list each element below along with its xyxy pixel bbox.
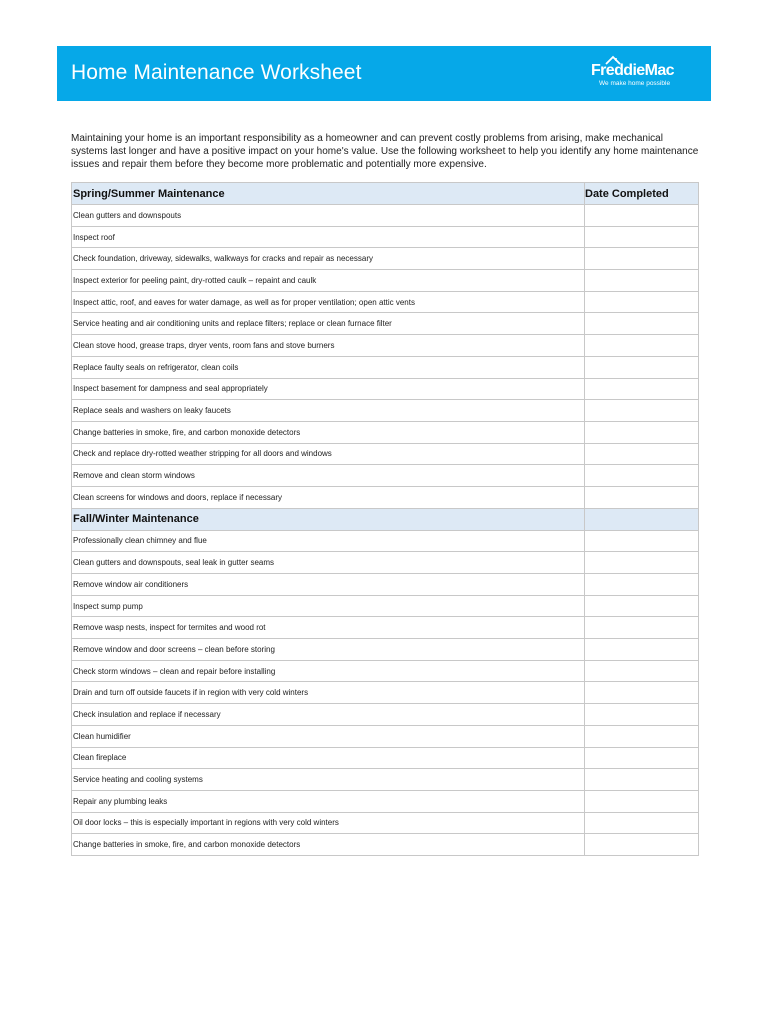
table-row [72, 595, 699, 617]
task-cell: Repair any plumbing leaks [72, 790, 585, 812]
table-row [72, 682, 699, 704]
section-title: Spring/Summer Maintenance [73, 187, 225, 200]
header-banner [57, 46, 711, 101]
date-completed-cell[interactable] [585, 574, 699, 596]
logo-tagline: We make home possible [599, 80, 671, 87]
date-completed-cell[interactable] [585, 335, 699, 357]
date-completed-cell[interactable] [585, 617, 699, 639]
table-row [72, 617, 699, 639]
table-row [72, 725, 699, 747]
date-completed-cell[interactable] [585, 313, 699, 335]
intro-paragraph: Maintaining your home is an important responsibility as a homeowner and can prevent costly problems from arising, make mechanical systems last longer and have a positive impact on your home's value. Use the following worksheet to help you identify any home maintenance issues and repair them before they become more problematic and potentially more expensive. [71, 133, 699, 170]
table-row [72, 378, 699, 400]
task-cell: Remove window air conditioners [72, 574, 585, 596]
date-completed-cell[interactable] [585, 248, 699, 270]
task-cell: Inspect exterior for peeling paint, dry-rotted caulk – repaint and caulk [72, 270, 585, 292]
task-cell: Clean gutters and downspouts, seal leak in gutter seams [72, 552, 585, 574]
date-completed-cell[interactable] [585, 725, 699, 747]
table-row [72, 574, 699, 596]
date-header-blank [585, 508, 699, 530]
date-completed-header: Date Completed [585, 183, 699, 205]
freddie-mac-logo [591, 55, 691, 93]
task-cell: Drain and turn off outside faucets if in region with very cold winters [72, 682, 585, 704]
date-completed-cell[interactable] [585, 205, 699, 227]
date-completed-cell[interactable] [585, 421, 699, 443]
table-row [72, 530, 699, 552]
table-row [72, 834, 699, 856]
task-cell: Oil door locks – this is especially important in regions with very cold winters [72, 812, 585, 834]
table-row [72, 465, 699, 487]
date-completed-cell[interactable] [585, 356, 699, 378]
table-row [72, 747, 699, 769]
table-row [72, 205, 699, 227]
section-title-cell [72, 508, 585, 530]
date-completed-cell[interactable] [585, 378, 699, 400]
date-completed-cell[interactable] [585, 834, 699, 856]
table-row [72, 639, 699, 661]
task-cell: Clean gutters and downspouts [72, 205, 585, 227]
table-row [72, 790, 699, 812]
table-row [72, 486, 699, 508]
task-cell: Professionally clean chimney and flue [72, 530, 585, 552]
task-cell: Replace seals and washers on leaky faucets [72, 400, 585, 422]
date-completed-cell[interactable] [585, 443, 699, 465]
maintenance-table [71, 182, 699, 856]
date-completed-cell[interactable] [585, 682, 699, 704]
date-completed-cell[interactable] [585, 552, 699, 574]
logo-name: FreddieMac [591, 62, 674, 79]
task-cell: Inspect basement for dampness and seal appropriately [72, 378, 585, 400]
task-cell: Remove wasp nests, inspect for termites and wood rot [72, 617, 585, 639]
task-cell: Inspect sump pump [72, 595, 585, 617]
date-completed-cell[interactable] [585, 270, 699, 292]
table-row [72, 443, 699, 465]
table-row [72, 226, 699, 248]
task-cell: Check storm windows – clean and repair before installing [72, 660, 585, 682]
task-cell: Inspect attic, roof, and eaves for water damage, as well as for proper ventilation; open attic vents [72, 291, 585, 313]
task-cell: Replace faulty seals on refrigerator, clean coils [72, 356, 585, 378]
date-completed-cell[interactable] [585, 530, 699, 552]
task-cell: Inspect roof [72, 226, 585, 248]
date-completed-cell[interactable] [585, 790, 699, 812]
date-completed-cell[interactable] [585, 747, 699, 769]
task-cell: Change batteries in smoke, fire, and carbon monoxide detectors [72, 834, 585, 856]
table-row [72, 812, 699, 834]
table-row [72, 313, 699, 335]
table-row [72, 421, 699, 443]
task-cell: Remove and clean storm windows [72, 465, 585, 487]
task-cell: Clean stove hood, grease traps, dryer vents, room fans and stove burners [72, 335, 585, 357]
date-completed-cell[interactable] [585, 465, 699, 487]
table-row [72, 356, 699, 378]
table-row [72, 769, 699, 791]
date-completed-cell[interactable] [585, 400, 699, 422]
task-cell: Change batteries in smoke, fire, and carbon monoxide detectors [72, 421, 585, 443]
date-completed-cell[interactable] [585, 660, 699, 682]
date-completed-cell[interactable] [585, 812, 699, 834]
task-cell: Clean screens for windows and doors, replace if necessary [72, 486, 585, 508]
date-completed-cell[interactable] [585, 639, 699, 661]
table-row [72, 704, 699, 726]
section-title: Fall/Winter Maintenance [73, 513, 199, 526]
task-cell: Check insulation and replace if necessary [72, 704, 585, 726]
table-row [72, 660, 699, 682]
date-completed-cell[interactable] [585, 769, 699, 791]
table-row [72, 400, 699, 422]
table-row [72, 335, 699, 357]
table-row [72, 552, 699, 574]
table-row [72, 270, 699, 292]
page-title: Home Maintenance Worksheet [71, 61, 362, 84]
task-cell: Check and replace dry-rotted weather stripping for all doors and windows [72, 443, 585, 465]
task-cell: Remove window and door screens – clean before storing [72, 639, 585, 661]
section-header-row [72, 183, 699, 205]
date-completed-cell[interactable] [585, 291, 699, 313]
task-cell: Service heating and cooling systems [72, 769, 585, 791]
task-cell: Clean fireplace [72, 747, 585, 769]
section-header-row [72, 508, 699, 530]
date-completed-cell[interactable] [585, 595, 699, 617]
table-row [72, 291, 699, 313]
task-cell: Service heating and air conditioning units and replace filters; replace or clean furnace filter [72, 313, 585, 335]
date-completed-cell[interactable] [585, 226, 699, 248]
task-cell: Clean humidifier [72, 725, 585, 747]
section-title-cell [72, 183, 585, 205]
date-completed-cell[interactable] [585, 704, 699, 726]
task-cell: Check foundation, driveway, sidewalks, walkways for cracks and repair as necessary [72, 248, 585, 270]
date-completed-cell[interactable] [585, 486, 699, 508]
table-row [72, 248, 699, 270]
